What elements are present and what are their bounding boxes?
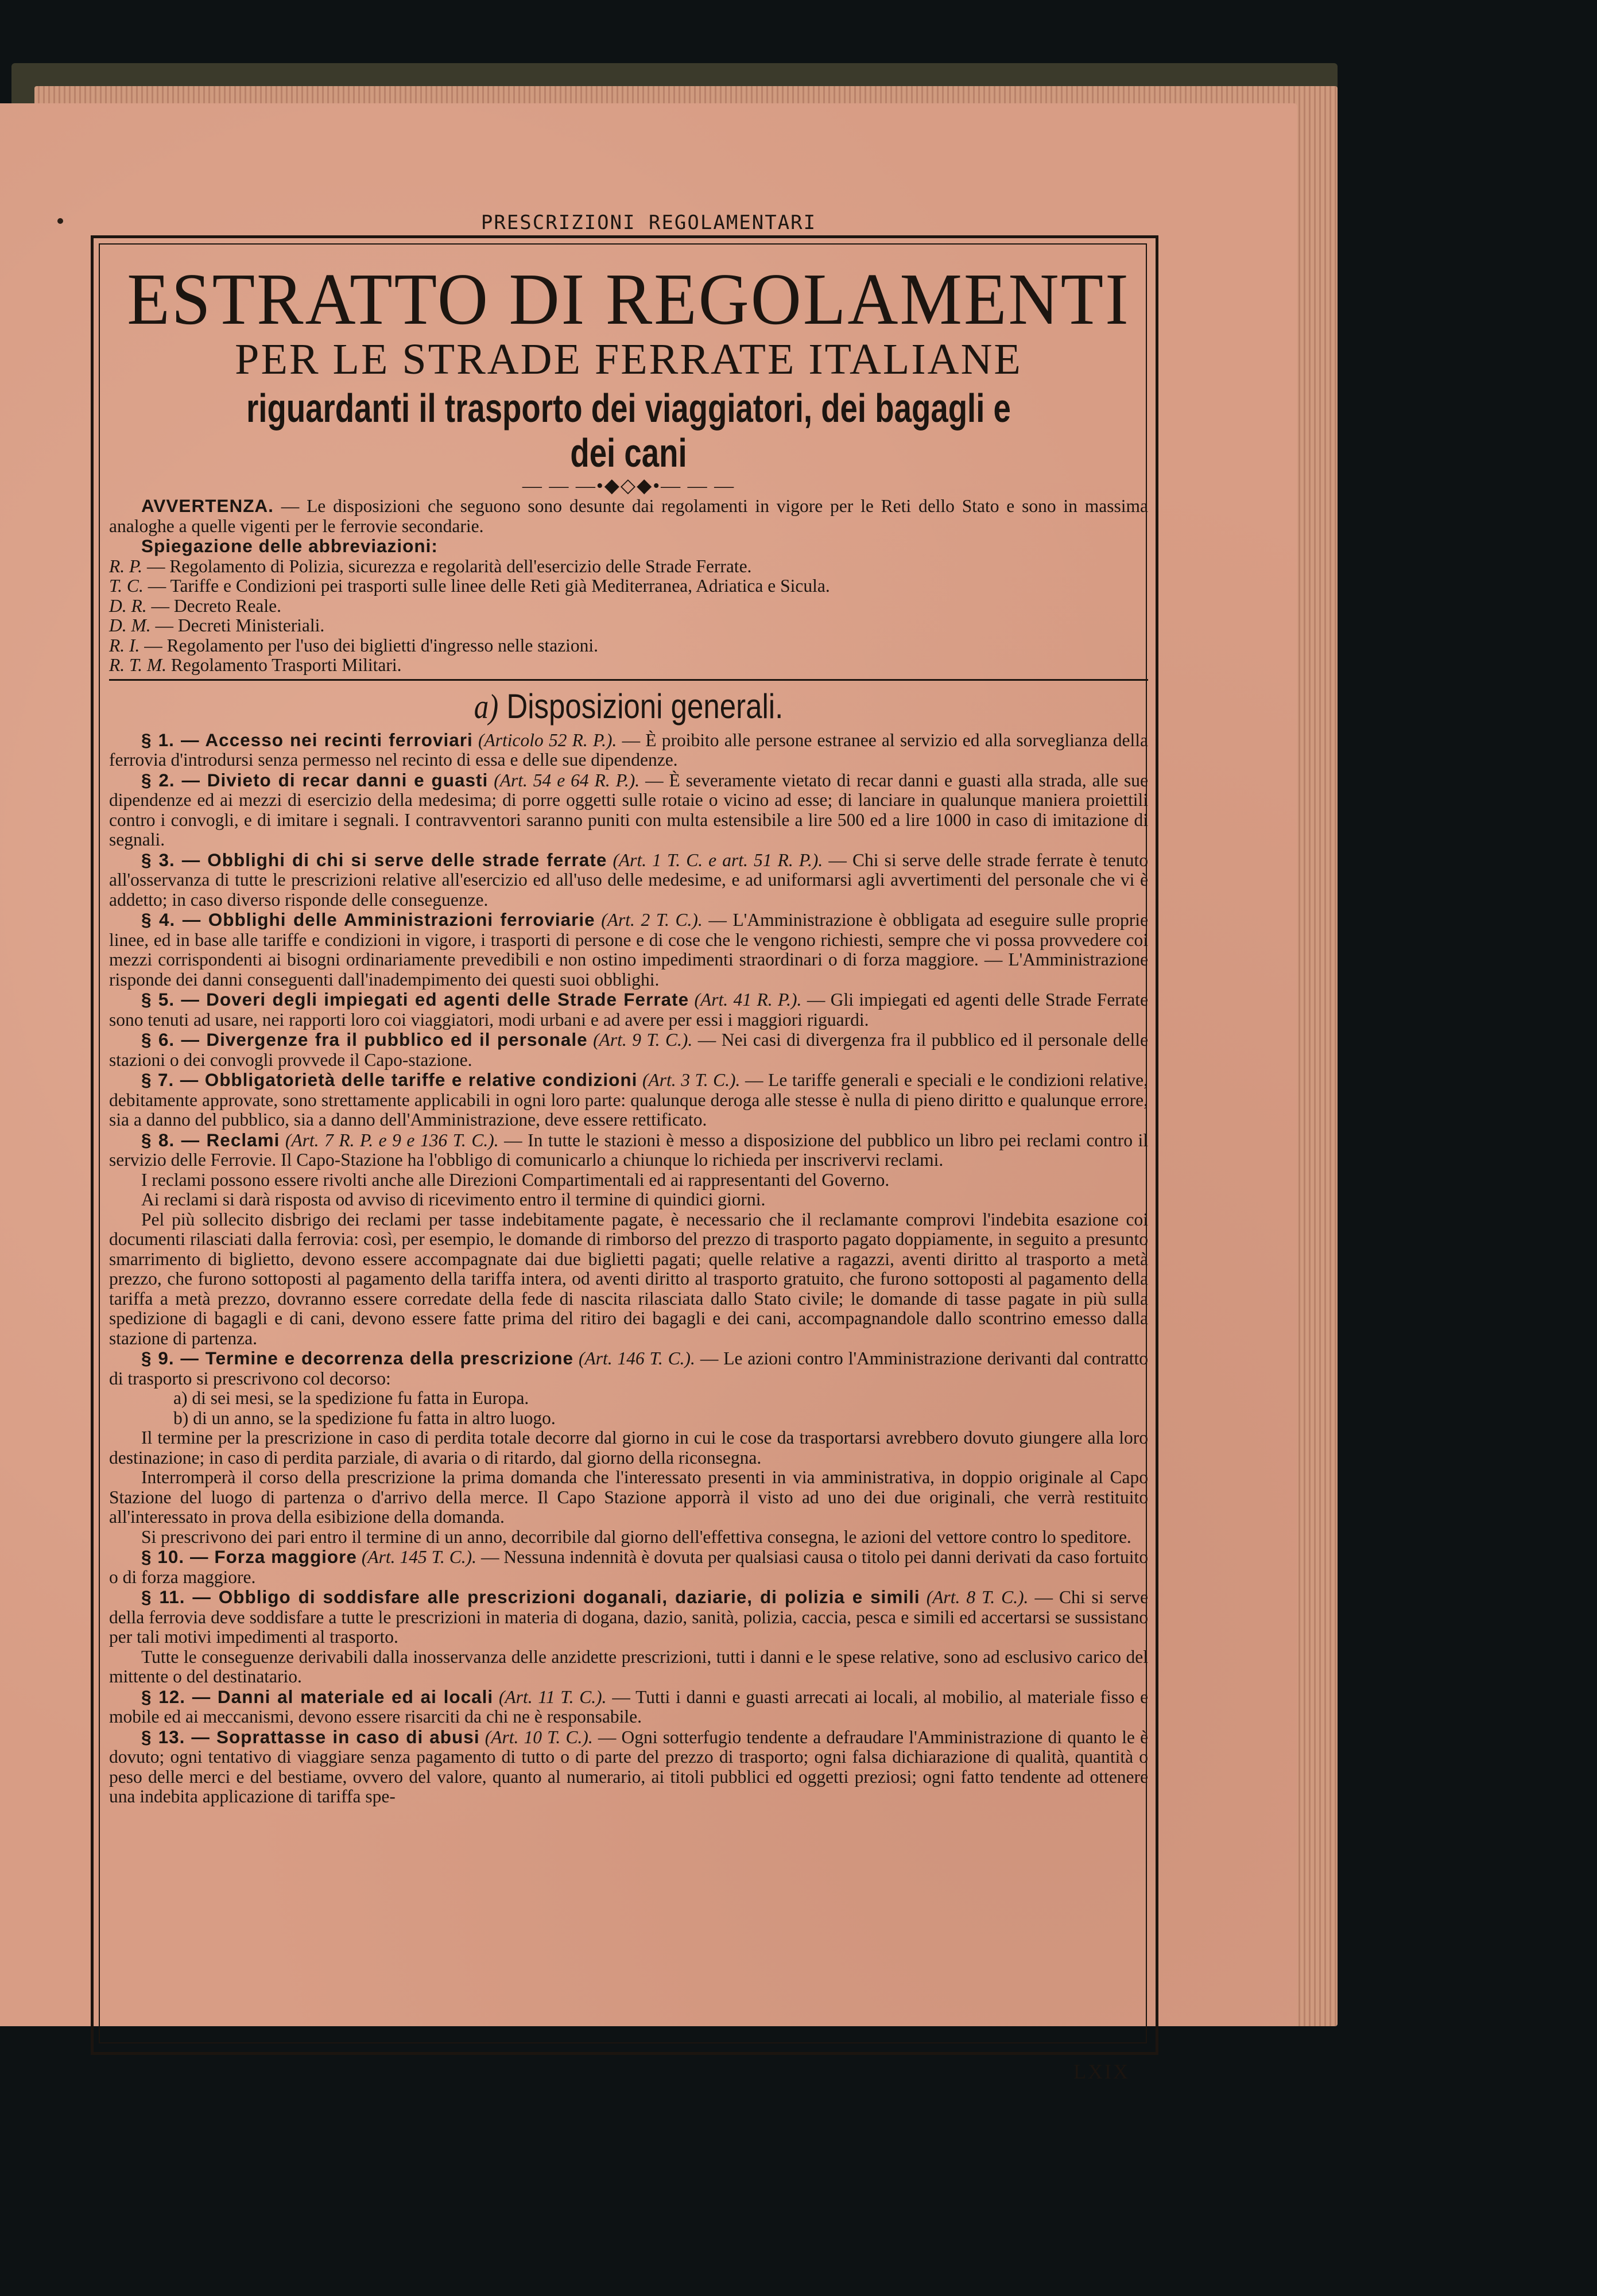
paragraph-heading: — Reclami xyxy=(175,1129,280,1150)
paragraph-heading: — Obblighi delle Amministrazioni ferroviarie xyxy=(175,909,595,930)
abbreviation-item xyxy=(109,616,1148,636)
paragraph-heading: — Divergenze fra il pubblico ed il personale xyxy=(175,1029,588,1050)
abbreviation-meaning: — Decreto Reale. xyxy=(146,595,282,616)
paragraph-number: § 10. xyxy=(141,1546,185,1567)
paragraph-number: § 2. xyxy=(141,769,175,790)
paragraph-text: — Tutti i danni e guasti arrecati ai locali, al mobilio, al materiale fisso e mobile ed ai meccanismi, devono essere risarciti da chi ne è responsabile. xyxy=(109,1686,1148,1727)
avvertenza-label: AVVERTENZA. xyxy=(141,495,274,516)
paragraph-text: — Ogni sotterfugio tendente a defraudare l'Amministrazione di quanto le è dovuto; ogni tentativo di viaggiare senza pagamento di tutto o di parte del prezzo di trasporto; ogni falsa dichiarazione di qualità, quantità o peso delle merci e del bestiame, ovvero del valore, quanto al numerario, ai titoli pubblici ed oggetti preziosi; ogni fatto tendente ad ottenere una indebita applicazione di tariffa spe- xyxy=(109,1727,1148,1806)
abbreviation-meaning: Regolamento Trasporti Militari. xyxy=(166,655,402,675)
paragraph-heading: — Obbligo di soddisfare alle prescrizioni doganali, daziarie, di polizia e simili xyxy=(185,1587,920,1607)
paragraph-reference: (Art. 11 T. C.). xyxy=(493,1686,607,1707)
paragraph-text: Tutte le conseguenze derivabili dalla inosservanza delle anzidette prescrizioni, tutti i danni e le spese relative, sono ad esclusivo carico del mittente o del destinatario. xyxy=(109,1646,1148,1686)
paragraph xyxy=(109,990,1148,1030)
abbreviation-code: T. C. xyxy=(109,576,144,596)
paragraph-text: Ai reclami si darà risposta od avviso di ricevimento entro il termine di quindici giorni. xyxy=(141,1189,766,1209)
title-sub: PER LE STRADE FERRATE ITALIANE xyxy=(235,335,1022,383)
paragraph-text: Interromperà il corso della prescrizione la prima domanda che l'interessato presenti in via amministrativa, in doppio originale al Capo Stazione del luogo di partenza o d'arrivo della merce. Il Capo Stazione apporrà il visto ad uno dei due originali, che verrà restituito all'interessato in prova della esibizione della domanda. xyxy=(109,1467,1148,1527)
paragraph-reference: (Art. 10 T. C.). xyxy=(479,1727,593,1747)
paragraph-text: — Nei casi di divergenza fra il pubblico ed il personale delle stazioni o dei convogli provvede il Capo-stazione. xyxy=(109,1030,1148,1070)
abbreviation-code: D. R. xyxy=(109,595,147,616)
paragraph-heading: — Accesso nei recinti ferroviari xyxy=(174,729,473,750)
abbreviation-code: R. I. xyxy=(109,635,140,656)
paragraph-reference: (Art. 145 T. C.). xyxy=(356,1547,476,1567)
abbreviation-item xyxy=(109,636,1148,656)
paragraph-text: — Gli impiegati ed agenti delle Strade Ferrate sono tenuti ad usare, nei rapporti loro coi viaggiatori, modi urbani e ad avere per essi i maggiori riguardi. xyxy=(109,990,1148,1030)
paragraph-text: — Chi si serve delle strade ferrate è tenuto all'osservanza di tutte le prescrizioni relative all'esercizio ed all'uso delle medesime, e ad uniformarsi agli avvertimenti del personale che vi è addetto; in caso diverso risponde delle conseguenze. xyxy=(109,850,1149,910)
abbreviations-list xyxy=(109,557,1148,676)
abbreviation-code: R. T. M. xyxy=(109,655,167,675)
paragraph xyxy=(109,1727,1148,1807)
paragraph xyxy=(109,910,1148,990)
paragraph xyxy=(109,770,1148,850)
abbreviation-item xyxy=(109,576,1148,596)
paragraph xyxy=(109,1687,1148,1727)
intro-block xyxy=(109,496,1148,676)
paragraph-text: — È proibito alle persone estranee al servizio ed alla sorveglianza della ferrovia d'introdursi senza permesso nel recinto di essa e delle sue dipendenze. xyxy=(109,730,1148,770)
paragraph-heading: — Obbligatorietà delle tariffe e relative condizioni xyxy=(174,1069,638,1090)
abbreviation-meaning: — Regolamento per l'uso dei biglietti d'ingresso nelle stazioni. xyxy=(139,635,599,656)
paragraph-text: — Le tariffe generali e speciali e le condizioni relative, debitamente approvate, sono strettamente applicabili in ogni loro parte: qualunque deroga alle stesse è nulla di pieno diritto e qualunque errore, sia a danno del pubblico, sia a danno dell'Amministrazione, deve essere rettificato. xyxy=(109,1070,1149,1130)
abbreviation-meaning: — Regolamento di Polizia, sicurezza e regolarità dell'esercizio delle Strade Ferrate. xyxy=(142,556,752,576)
paragraph xyxy=(109,1547,1148,1587)
paragraph-text: — Le azioni contro l'Amministrazione derivanti dal contratto di trasporto si prescrivono col decorso: xyxy=(109,1348,1148,1389)
paragraph-heading: — Forza maggiore xyxy=(184,1546,357,1567)
paragraph xyxy=(109,1348,1148,1389)
avvertenza-text: — Le disposizioni che seguono sono desunte dai regolamenti in vigore per le Reti dello Stato e sono in massima analoghe a quelle vigenti per le ferrovie secondarie. xyxy=(109,496,1148,536)
abbreviations-heading: Spiegazione delle abbreviazioni: xyxy=(141,536,438,556)
paragraph-reference: (Art. 9 T. C.). xyxy=(587,1030,693,1050)
title-subtitle: riguardanti il trasporto dei viaggiatori, dei bagagli e dei cani xyxy=(246,386,1011,475)
paragraph-text: Pel più sollecito disbrigo dei reclami per tasse indebitamente pagate, è necessario che il reclamante comprovi l'indebita esazione coi documenti rilasciati dalla ferrovia: così, per esempio, le domande di rimborso del prezzo di trasporto pagato doppiamente, in seguito a presunto smarrimento di biglietto, devono essere accompagnate dai due biglietti pagati; quelle relative a ragazzi, aventi diritto al trasporto a metà prezzo, che furono sottoposti al pagamento della tariffa intera, od aventi diritto al trasporto gratuito, che furono sottoposti al pagamento della tariffa a metà prezzo, dovranno essere corredate della fede di nascita rilasciata dallo Stato civile; le domande di tasse pagate in più sulla spedizione di bagagli e di cani, devono essere fatte prima del ritiro dei bagagli e dei cani, accompagnandole dallo scontrino emesso dalla stazione di partenza. xyxy=(109,1209,1148,1348)
paragraph-text: — In tutte le stazioni è messo a disposizione del pubblico un libro pei reclami contro il servizio delle Ferrovie. Il Capo-Stazione ha l'obbligo di comunicarlo a chiunque lo richieda per inscrivervi reclami. xyxy=(109,1130,1148,1170)
section-heading: a) Disposizioni generali. xyxy=(474,687,784,726)
abbreviation-code: D. M. xyxy=(109,615,151,635)
paragraph-heading: — Soprattasse in caso di abusi xyxy=(185,1726,480,1747)
paragraph-text: Il termine per la prescrizione in caso di perdita totale decorre dal giorno in cui le cose da trasportarsi avrebbero dovuto giungere alla loro destinazione; in caso di perdita parziale, di avaria o di ritardo, dal giorno della riconsegna. xyxy=(109,1428,1148,1468)
abbreviation-meaning: — Tariffe e Condizioni pei trasporti sulle linee delle Reti già Mediterranea, Adriatica e Sicula. xyxy=(143,576,830,596)
paragraph-heading: — Termine e decorrenza della prescrizione xyxy=(174,1348,574,1368)
paragraph-number: § 5. xyxy=(141,989,175,1010)
page-number: LXIX xyxy=(1073,2060,1130,2083)
paragraph-reference: (Art. 146 T. C.). xyxy=(573,1348,695,1368)
paragraph-reference: (Art. 41 R. P.). xyxy=(689,990,802,1010)
paragraph-reference: (Art. 1 T. C. e art. 51 R. P.). xyxy=(607,850,823,870)
paragraph-text: — Nessuna indennità è dovuta per qualsiasi causa o titolo pei danni derivati da caso fortuito o di forza maggiore. xyxy=(109,1547,1149,1587)
paragraph-text: — È severamente vietato di recar danni e guasti alla strada, alle sue dipendenze ed ai mezzi di esercizio della medesima; di porre oggetti sulle rotaie o vicino ad esse; di lanciare in qualunque maniera proiettili contro i convogli, e di imitare i segnali. I contravventori saranno puniti con multa estensibile a lire 500 ed a lire 1000 in caso di imitazione di segnali. xyxy=(109,770,1148,850)
paragraph-heading: — Obblighi di chi si serve delle strade ferrate xyxy=(175,849,607,870)
abbreviation-meaning: — Decreti Ministeriali. xyxy=(150,615,325,635)
paragraph-number: § 8. xyxy=(141,1129,175,1150)
paragraph-heading: — Divieto di recar danni e guasti xyxy=(175,769,489,790)
paragraph-number: § 3. xyxy=(141,849,175,870)
paragraph-heading: — Doveri degli impiegati ed agenti delle Strade Ferrate xyxy=(175,989,689,1010)
abbreviation-item xyxy=(109,596,1148,616)
title-main: ESTRATTO DI REGOLAMENTI xyxy=(127,258,1130,340)
document-body xyxy=(109,253,1148,1807)
paragraph-text: I reclami possono essere rivolti anche alle Direzioni Compartimentali ed ai rappresentanti del Governo. xyxy=(141,1169,890,1190)
paragraph-number: § 6. xyxy=(141,1029,175,1050)
paragraph-reference: (Art. 8 T. C.). xyxy=(920,1587,1029,1607)
paragraph-number: § 1. xyxy=(141,729,175,750)
paragraph-number: § 13. xyxy=(141,1726,185,1747)
paragraph-text: — Chi si serve della ferrovia deve soddisfare a tutte le prescrizioni in materia di dogana, dazio, sanità, polizia, caccia, pesca e simili ed accertarsi se sussistano per tali motivi impedimenti al trasporto. xyxy=(109,1587,1148,1647)
section-rule xyxy=(109,679,1148,681)
paragraph-number: § 12. xyxy=(141,1686,186,1707)
paragraph-text: — L'Amministrazione è obbligata ad eseguire sulle proprie linee, ed in base alle tariffe e condizioni in vigore, i trasporti di persone e di cose che le vengono richiesti, sempre che vi possa provvedere coi mezzi corrispondenti ai bisogni ordinariamente prevedibili e non ostino impedimenti straordinari o di forza maggiore. — L'Amministrazione risponde dei danni conseguenti dall'inadempimento dei questi suoi obblighi. xyxy=(109,910,1149,990)
paragraph xyxy=(109,730,1148,770)
paragraph-reference: (Art. 7 R. P. e 9 e 136 T. C.). xyxy=(280,1130,499,1150)
running-head: PRESCRIZIONI REGOLAMENTARI xyxy=(480,211,817,234)
paragraph-reference: (Art. 3 T. C.). xyxy=(637,1070,741,1090)
paragraph-heading: — Danni al materiale ed ai locali xyxy=(185,1686,494,1707)
paragraph-text: a) di sei mesi, se la spedizione fu fatta in Europa. xyxy=(173,1388,529,1408)
paragraph xyxy=(109,850,1148,910)
abbreviation-item xyxy=(109,656,1148,676)
abbreviation-code: R. P. xyxy=(109,556,143,576)
paragraph xyxy=(109,1030,1148,1070)
section-body xyxy=(109,730,1148,1807)
paragraph xyxy=(109,1130,1148,1170)
paragraph-number: § 9. xyxy=(141,1348,175,1368)
paragraph-number: § 11. xyxy=(141,1587,185,1607)
paragraph-reference: (Art. 54 e 64 R. P.). xyxy=(488,770,640,790)
paragraph-reference: (Art. 2 T. C.). xyxy=(595,910,703,930)
ornament-divider: — — —•◆◇◆•— — — xyxy=(522,475,735,497)
avvertenza xyxy=(109,496,1148,536)
abbreviation-item xyxy=(109,557,1148,577)
paragraph-text: Si prescrivono dei pari entro il termine di un anno, decorribile dal giorno dell'effettiva consegna, le azioni del vettore contro lo speditore. xyxy=(141,1526,1131,1547)
page-speck xyxy=(57,218,63,224)
paragraph-number: § 7. xyxy=(141,1069,175,1090)
paragraph-text: b) di un anno, se la spedizione fu fatta in altro luogo. xyxy=(173,1407,556,1428)
paragraph xyxy=(109,1070,1148,1130)
paragraph-reference: (Articolo 52 R. P.). xyxy=(472,730,617,750)
paragraph xyxy=(109,1587,1148,1647)
paragraph-number: § 4. xyxy=(141,909,176,930)
